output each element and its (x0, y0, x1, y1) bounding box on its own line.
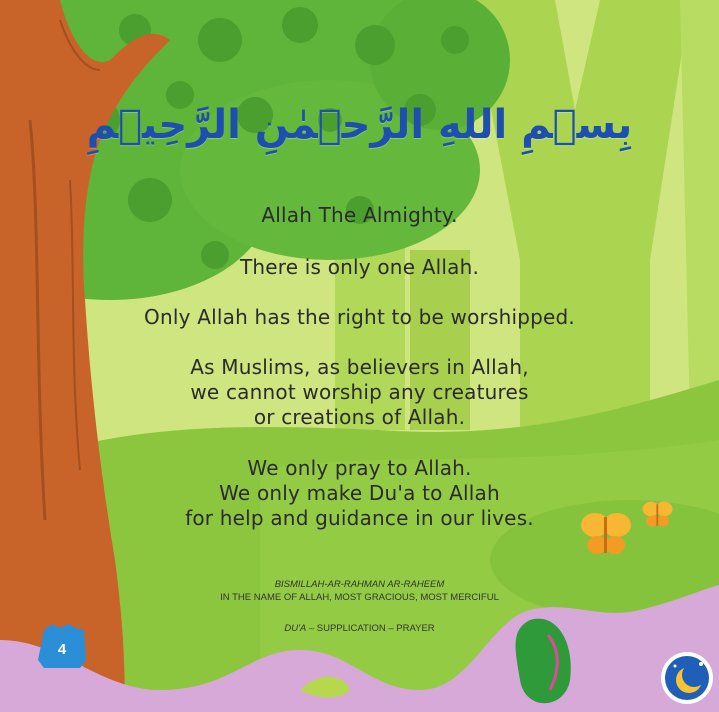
text-paragraph-pray-3: for help and guidance in our lives. (185, 506, 534, 530)
text-paragraph-muslims-2: we cannot worship any creatures (190, 380, 529, 404)
text-paragraph-muslims-3: or creations of Allah. (253, 405, 466, 429)
footnote-meaning: IN THE NAME OF ALLAH, MOST GRACIOUS, MOST MERCIFUL (220, 592, 499, 603)
text-paragraph-pray-2: We only make Du'a to Allah (219, 481, 500, 505)
footnote-transliteration: BISMILLAH-AR-RAHMAN AR-RAHEEM (274, 579, 445, 590)
footnote-dua-definition (0, 622, 719, 635)
footnote-dua-term: DU'A (284, 623, 307, 634)
text-line-right-to-worship: Only Allah has the right to be worshipped. (144, 305, 575, 329)
page-number: 4 (57, 641, 67, 658)
footnote-dua-text: – SUPPLICATION – PRAYER (306, 623, 435, 634)
text-line-almighty: Allah The Almighty. (261, 203, 458, 227)
text-line-one-allah: There is only one Allah. (239, 255, 480, 279)
text-paragraph-muslims-1: As Muslims, as believers in Allah, (190, 355, 529, 379)
arabic-basmala-title: بِسۡمِ اللهِ الرَّحۡمٰنِ الرَّحِيۡمِ (86, 102, 633, 148)
text-paragraph-pray-1: We only pray to Allah. (247, 456, 472, 480)
moon-star-logo-icon (661, 652, 713, 704)
